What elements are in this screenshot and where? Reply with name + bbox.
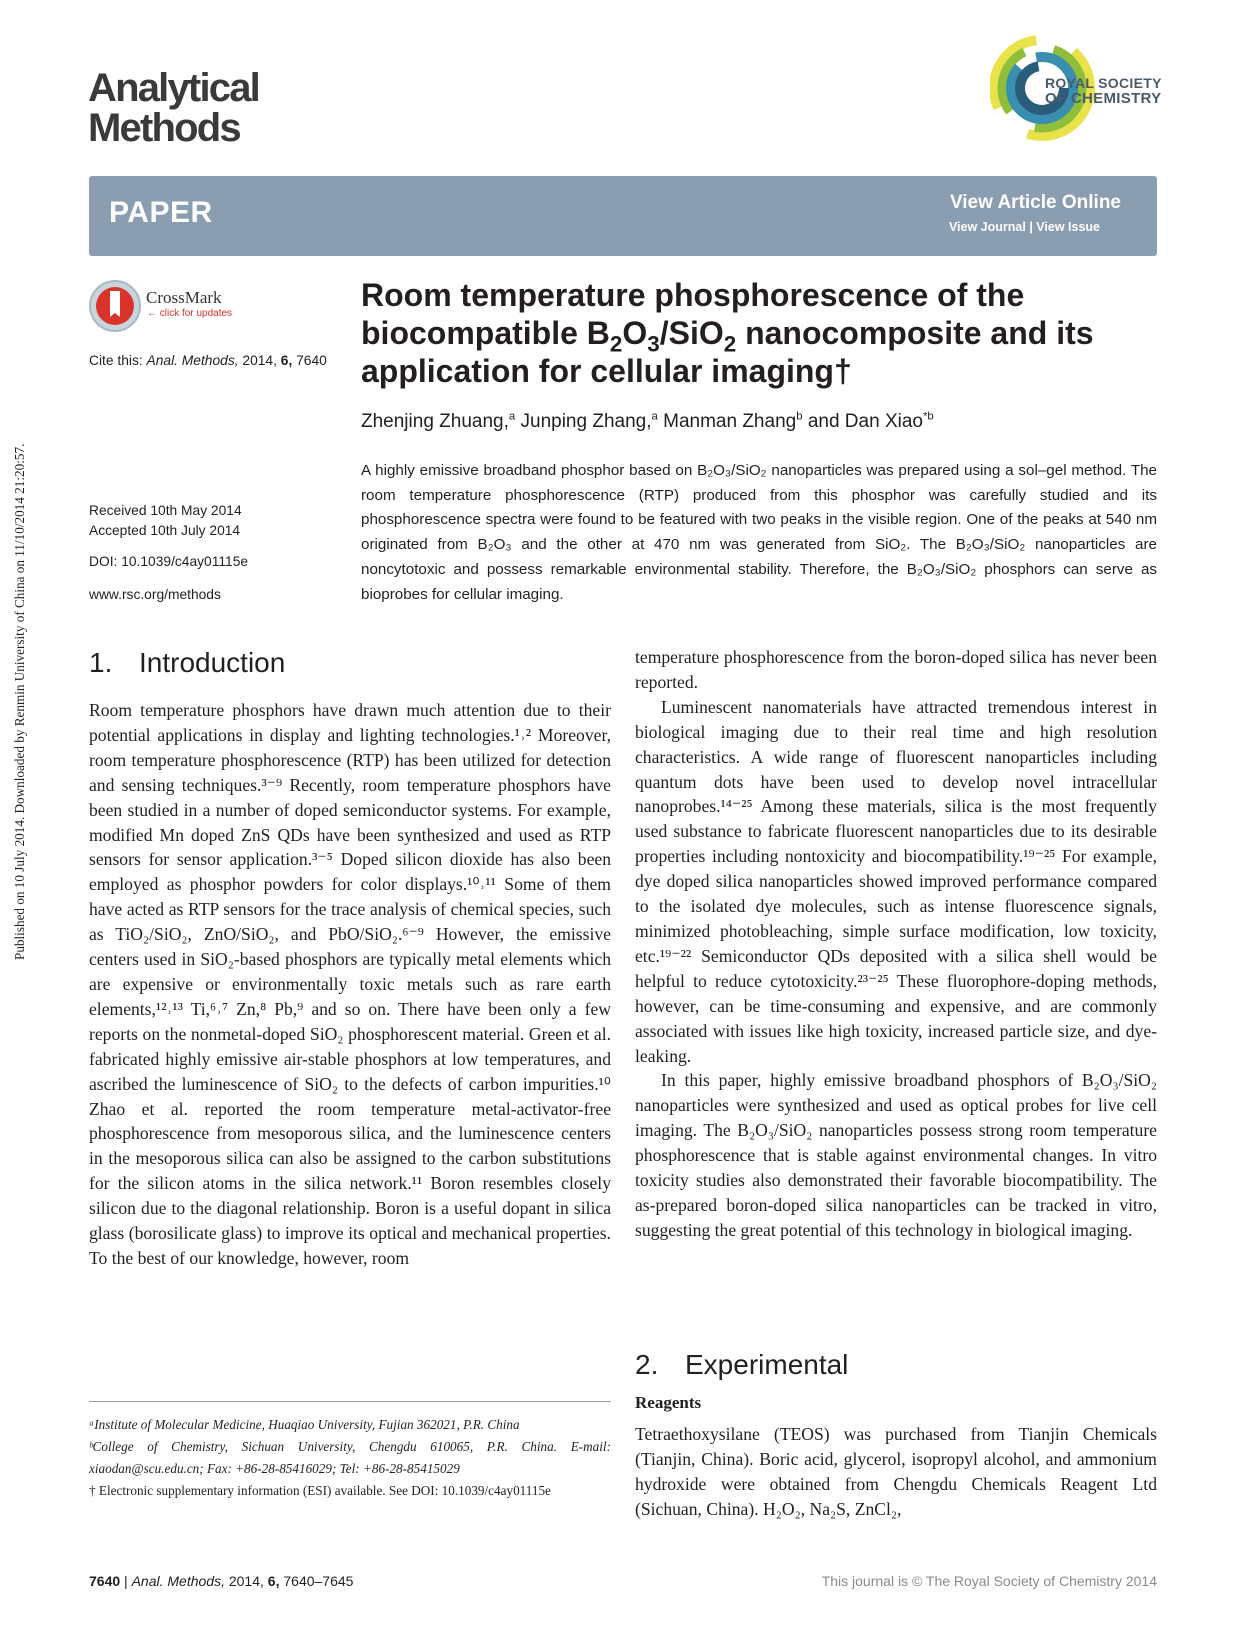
article-type-banner [89,176,1157,256]
intro-paragraph: Room temperature phosphors have drawn much attention due to their potential applications in display and lighting technologies.¹˒² Moreover, room temperature phosphorescence (RTP) has been utilized for detection and sensing techniques.³⁻⁹ Recently, room temperature phosphors have been studied in a number of doped semiconductor systems. For example, modified Mn doped ZnS QDs have been synthesized and used as RTP sensors for sensor application.³⁻⁵ Doped silicon dioxide has also been employed as phosphor powders for color displays.¹⁰˒¹¹ Some of them have acted as RTP sensors for the trace analysis of chemical species, such as TiO₂/SiO₂, ZnO/SiO₂, and PbO/SiO₂.⁶⁻⁹ However, the emissive centers used in SiO₂-based phosphors are typically metal elements which are expensive or environmentally toxic metals such as rare earth elements,¹²˒¹³ Ti,⁶˒⁷ Zn,⁸ Pb,⁹ and so on. There have been only a few reports on the nonmetal-doped SiO₂ phosphorescent material. Green et al. fabricated highly emissive air-stable phosphors at low temperatures, and ascribed the luminescence of SiO₂ to the defects of carbon impurities.¹⁰ Zhao et al. reported the room temperature metal-activator-free phosphorescence from mesoporous silica, and the luminescence centers in the mesoporous silica can also be assigned to the carbon substitutions for the silicon atoms in the silica network.¹¹ Boron resembles closely silicon due to the diagonal relationship. Boron is a useful dopant in silica glass (borosilicate glass) to improve its optical and mechanical properties. To the best of our knowledge, however, room [89,700,611,1268]
rsc-logo-line2: OF CHEMISTRY [1045,90,1162,107]
cite-year: 2014, [242,353,277,368]
link-separator: | [1029,220,1033,234]
cite-volume: 6, [280,353,293,368]
section-heading-experimental [635,1349,848,1381]
cite-prefix: Cite this: [89,353,143,368]
paragraph: In this paper, highly emissive broadband phosphors of B₂O₃/SiO₂ nanoparticles were synthesized and used as optical probes for live cell imaging. The B₂O₃/SiO₂ nanoparticles possess strong room temperature phosphorescence that is stable against environmental changes. In vitro toxicity studies also demonstrated their favorable biocompatibility. The as-prepared boron-doped silica nanoparticles can be tracked in vitro, suggesting the great potential of this technology in biological imaging. [635,1070,1157,1240]
right-column-text [635,645,1157,1243]
section-title: Experimental [685,1349,849,1380]
doi[interactable]: DOI: 10.1039/c4ay01115e [89,554,249,569]
section-number: 2. [635,1349,659,1380]
title-line2: biocompatible $B_2O_3/SiO_2$ nanocomposite and its [361,315,1094,357]
abstract: A highly emissive broadband phosphor based on B₂O₃/SiO₂ nanoparticles was prepared using a sol–gel method. The room temperature phosphorescence (RTP) produced from this phosphor was carefully studied and its phosphorescence spectra were found to be featured with two peaks in the visible region. One of the peaks at 540 nm originated from B₂O₃ and the other at 470 nm was generated from SiO₂. The B₂O₃/SiO₂ nanoparticles are noncytotoxic and possess remarkable environmental stability. Therefore, the B₂O₃/SiO₂ phosphors can serve as bioprobes for cellular imaging. [361,462,1157,603]
cite-journal: Anal. Methods, [146,353,239,368]
author[interactable]: Junping Zhang, [515,411,652,432]
subsection-heading-reagents: Reagents [635,1393,702,1412]
citation [89,353,327,368]
affiliation-a: ᵃInstitute of Molecular Medicine, Huaqiao University, Fujian 362021, P.R. China [89,1417,520,1432]
view-article-online-link[interactable]: View Article Online [949,192,1121,213]
crossmark-label[interactable]: CrossMark [146,288,222,307]
article-type-label: PAPER [109,196,213,229]
rsc-logo-text [1045,76,1162,106]
affiliation-b: ᵇCollege of Chemistry, Sichuan University, Chengdu 610065, P.R. China. E-mail: xiaodan@scu.edu.cn; Fax: +86-28-85416029; Tel: +86-28-85415029 [89,1439,611,1476]
view-links [949,220,1100,234]
dates [89,501,242,541]
rsc-logo-line1: ROYAL SOCIETY [1045,75,1162,91]
download-stamp: Published on 10 July 2014. Downloaded by Renmin University of China on 11/10/2014 21:20:57. [12,443,27,960]
section-heading-introduction [89,647,285,679]
page-number: 7640 [89,1573,121,1589]
author[interactable]: Manman Zhang [657,411,797,432]
paragraph: Luminescent nanomaterials have attracted tremendous interest in biological imaging due to their real time and high resolution characteristics. A wide range of fluorescent nanoparticles including quantum dots have been used to develop novel intracellular nanoprobes.¹⁴⁻²⁵ Among these materials, silica is the most frequently used substance to fabricate fluorescent nanoparticles due to its desirable properties including nontoxicity and biocompatibility.¹⁹⁻²⁵ For example, dye doped silica nanoparticles showed improved performance compared to the isolated dye molecules, such as intense fluorescence signals, minimized photobleaching, simple surface modification, low toxicity, etc.¹⁹⁻²² Semiconductor QDs deposited with a silica shell would be helpful to reduce cytotoxicity.²³⁻²⁵ These fluorophore-doping methods, however, can be time-consuming and expensive, and are commonly associated with issues like high toxicity, increased particle size, and dye-leaking. [635,696,1157,1066]
journal-title-line2: Methods [88,106,240,150]
section-title: Introduction [139,647,286,678]
cite-page: 7640 [296,353,327,368]
crossmark-icon[interactable] [88,279,142,333]
title-line3: application for cellular imaging† [361,353,852,389]
crossmark-sub-text: click for updates [159,308,233,319]
author-list: Zhenjing Zhuang,$^a$ Junping Zhang,$^a$ Manman Zhang$^b$ and Dan Xiao$^{*b}$ [361,410,934,432]
copyright-notice: This journal is © The Royal Society of Chemistry 2014 [821,1573,1157,1589]
page-footer-citation: 7640 | Anal. Methods, 2014, 6, 7640–7645 [89,1573,354,1589]
view-issue-link[interactable]: View Issue [1036,220,1100,234]
received-date: Received 10th May 2014 [89,503,242,518]
author[interactable]: and Dan Xiao [802,411,923,432]
left-arrow-icon: ← [147,308,160,319]
journal-title [88,68,259,148]
view-journal-link[interactable]: View Journal [948,220,1026,234]
title-line1: Room temperature phosphorescence of the [361,277,1025,313]
left-column-text [89,698,611,1271]
crossmark-sublabel[interactable] [147,308,232,319]
footnotes [89,1414,611,1502]
accepted-date: Accepted 10th July 2014 [89,523,241,538]
journal-title-line1: Analytical [88,66,259,110]
author[interactable]: Zhenjing Zhuang, [361,411,509,432]
reagents-paragraph: Tetraethoxysilane (TEOS) was purchased from Tianjin Chemicals (Tianjin, China). Boric acid, glycerol, isopropyl alcohol, and ammonium hydroxide were obtained from Chengdu Chemicals Reagent Ltd (Sichuan, China). H₂O₂, Na₂S, ZnCl₂, [635,1424,1157,1519]
article-title [361,276,1161,390]
paragraph: temperature phosphorescence from the boron-doped silica has never been reported. [635,647,1157,692]
esi-note: † Electronic supplementary information (ESI) available. See DOI: 10.1039/c4ay01115e [89,1483,551,1498]
section-number: 1. [89,647,113,678]
journal-website-link[interactable]: www.rsc.org/methods [89,587,221,602]
footnote-divider [89,1401,611,1402]
